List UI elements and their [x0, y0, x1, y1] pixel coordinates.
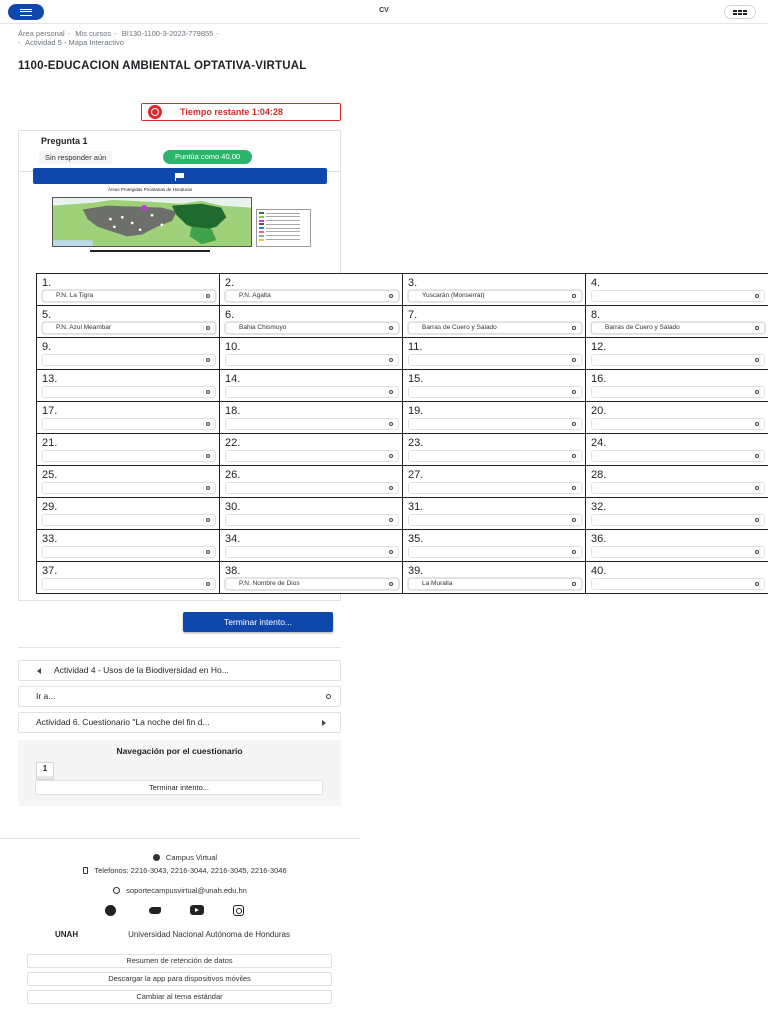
answer-cell — [220, 306, 403, 338]
answer-select[interactable] — [408, 386, 582, 398]
chevron-down-icon — [206, 326, 210, 330]
facebook-icon[interactable] — [105, 905, 116, 916]
answer-cell — [220, 434, 403, 466]
page-title: 1100-EDUCACION AMBIENTAL OPTATIVA-VIRTUAL — [18, 60, 307, 72]
answer-cell — [37, 402, 220, 434]
chevron-down-icon — [389, 518, 393, 522]
answer-number: 15. — [408, 373, 424, 385]
answer-select[interactable]: La Muralla — [408, 578, 582, 590]
globe-icon — [153, 854, 160, 861]
answer-number: 12. — [591, 341, 607, 353]
answer-select[interactable]: P.N. Agalta — [225, 290, 399, 302]
answer-number: 23. — [408, 437, 424, 449]
map-image — [52, 197, 252, 247]
answer-number: 34. — [225, 533, 241, 545]
chevron-down-icon — [389, 422, 393, 426]
answer-select[interactable] — [42, 354, 216, 366]
download-app-button[interactable]: Descargar la app para dispositivos móviles — [27, 972, 332, 986]
answer-number: 7. — [408, 309, 418, 321]
answer-number: 35. — [408, 533, 424, 545]
answer-cell — [220, 530, 403, 562]
chevron-down-icon — [389, 550, 393, 554]
answer-select[interactable] — [225, 418, 399, 430]
footer-phones-text: Telefonos: 2216-3043, 2216-3044, 2216-3045, 2216-3046 — [94, 866, 287, 875]
answer-select[interactable] — [408, 546, 582, 558]
answer-number: 19. — [408, 405, 424, 417]
divider — [18, 647, 341, 648]
finish-attempt-button[interactable]: Terminar intento... — [183, 612, 333, 632]
chevron-down-icon — [206, 358, 210, 362]
answer-cell — [403, 306, 586, 338]
answer-cell — [403, 402, 586, 434]
answer-cell — [37, 338, 220, 370]
answer-number: 20. — [591, 405, 607, 417]
map-scale-bar — [90, 250, 210, 252]
answer-cell — [37, 498, 220, 530]
chevron-down-icon — [755, 422, 759, 426]
answer-cell — [586, 370, 768, 402]
answer-cell — [586, 306, 768, 338]
jump-to-select[interactable] — [18, 686, 341, 707]
site-brand: CV — [379, 7, 389, 14]
breadcrumb-item-my-courses[interactable]: Mis cursos — [75, 29, 112, 38]
answer-cell — [37, 530, 220, 562]
answer-cell — [37, 434, 220, 466]
answer-number: 25. — [42, 469, 58, 481]
chevron-down-icon — [755, 326, 759, 330]
chevron-down-icon — [206, 390, 210, 394]
answer-cell — [403, 466, 586, 498]
chevron-down-icon — [572, 294, 576, 298]
chevron-down-icon — [389, 582, 393, 586]
chevron-down-icon — [755, 454, 759, 458]
answer-number: 6. — [225, 309, 235, 321]
answer-select[interactable] — [42, 418, 216, 430]
answer-select[interactable]: P.N. Nombre de Dios — [225, 578, 399, 590]
mail-icon — [113, 887, 120, 894]
answer-number: 8. — [591, 309, 601, 321]
data-retention-button[interactable]: Resumen de retención de datos — [27, 954, 332, 968]
answer-cell — [403, 338, 586, 370]
footer-campus-label: Campus Virtual — [165, 853, 218, 862]
answer-select[interactable] — [225, 514, 399, 526]
answer-number: 16. — [591, 373, 607, 385]
twitter-icon[interactable] — [148, 905, 162, 915]
answer-cell — [586, 466, 768, 498]
protected-areas-map — [50, 187, 312, 259]
answer-select[interactable] — [591, 578, 765, 590]
answer-cell — [586, 338, 768, 370]
chevron-down-icon — [326, 694, 331, 699]
answer-number: 28. — [591, 469, 607, 481]
arrow-right-icon — [322, 720, 326, 726]
answer-select[interactable] — [225, 482, 399, 494]
question-number: Pregunta 1 — [41, 136, 88, 146]
answer-number: 11. — [408, 341, 423, 353]
answer-number: 37. — [42, 565, 58, 577]
answer-cell — [220, 370, 403, 402]
answer-cell — [220, 274, 403, 306]
clock-icon — [148, 105, 162, 119]
chevron-down-icon — [572, 422, 576, 426]
answer-select[interactable] — [42, 578, 216, 590]
answer-number: 31. — [408, 501, 424, 513]
answer-number: 22. — [225, 437, 241, 449]
answer-select[interactable]: P.N. La Tigra — [42, 290, 216, 302]
breadcrumb-item-home[interactable]: Área personal — [18, 29, 65, 38]
answer-select[interactable] — [591, 354, 765, 366]
answer-number: 18. — [225, 405, 241, 417]
map-legend — [256, 209, 311, 247]
answer-cell — [37, 562, 220, 594]
youtube-icon[interactable] — [190, 905, 204, 915]
breadcrumb: Área personal - Mis cursos - BI130-1100-3-2023-779855 - - Actividad 5 - Mapa Interactivo — [18, 29, 219, 47]
answer-number: 14. — [225, 373, 241, 385]
footer-email-text: soportecampusvirtual@unah.edu.hn — [126, 886, 247, 895]
answer-select[interactable] — [42, 546, 216, 558]
course-index-button[interactable] — [724, 5, 756, 19]
answer-cell — [220, 338, 403, 370]
answer-number: 39. — [408, 565, 424, 577]
answer-select[interactable] — [591, 514, 765, 526]
chevron-down-icon — [572, 486, 576, 490]
chevron-down-icon — [206, 422, 210, 426]
org-short-name: UNAH — [55, 930, 79, 939]
answer-number: 2. — [225, 277, 235, 289]
question-info — [18, 130, 341, 172]
answer-number: 21. — [42, 437, 58, 449]
chevron-down-icon — [206, 518, 210, 522]
answer-number: 29. — [42, 501, 58, 513]
answer-select[interactable] — [42, 482, 216, 494]
chevron-down-icon — [572, 358, 576, 362]
answer-select[interactable] — [225, 386, 399, 398]
answer-number: 13. — [42, 373, 58, 385]
answer-select[interactable] — [591, 290, 765, 302]
chevron-down-icon — [755, 518, 759, 522]
answer-number: 27. — [408, 469, 424, 481]
answer-cell — [403, 498, 586, 530]
answer-cell — [220, 498, 403, 530]
answer-number: 17. — [42, 405, 58, 417]
footer-email[interactable] — [70, 886, 290, 896]
main-menu-button[interactable] — [8, 4, 44, 20]
answer-select[interactable]: Barras de Cuero y Salado — [408, 322, 582, 334]
switch-theme-button[interactable]: Cambiar al tema estándar — [27, 990, 332, 1004]
answer-select[interactable] — [42, 386, 216, 398]
answer-number: 9. — [42, 341, 52, 353]
chevron-down-icon — [389, 326, 393, 330]
chevron-down-icon — [755, 486, 759, 490]
footer-campus[interactable] — [130, 853, 240, 863]
previous-activity-link[interactable] — [18, 660, 341, 681]
answer-select[interactable]: Barras de Cuero y Salado — [591, 322, 765, 334]
chevron-down-icon — [389, 486, 393, 490]
chevron-down-icon — [389, 294, 393, 298]
instagram-icon[interactable] — [233, 905, 244, 916]
answer-number: 5. — [42, 309, 52, 321]
top-navbar — [0, 0, 768, 24]
answer-select[interactable] — [591, 546, 765, 558]
answer-number: 10. — [225, 341, 241, 353]
question-grade-badge: Puntúa como 40,00 — [163, 150, 252, 164]
quiz-navigation-block — [18, 740, 341, 806]
chevron-down-icon — [755, 294, 759, 298]
flag-question-button[interactable] — [33, 168, 327, 184]
answer-cell — [37, 306, 220, 338]
answer-number: 30. — [225, 501, 241, 513]
org-full-name: Universidad Nacional Autónoma de Honduras — [128, 930, 290, 939]
answer-cell — [37, 274, 220, 306]
answer-select[interactable] — [408, 354, 582, 366]
answer-number: 38. — [225, 565, 241, 577]
previous-activity-label: Actividad 4 - Usos de la Biodiversidad en Ho... — [54, 665, 229, 675]
chevron-down-icon — [206, 486, 210, 490]
answer-cell — [37, 466, 220, 498]
answer-select[interactable]: Bahia Chismuyo — [225, 322, 399, 334]
answer-number: 40. — [591, 565, 607, 577]
answer-cell — [37, 370, 220, 402]
question-state: Sin responder aún — [39, 151, 112, 164]
breadcrumb-item-course[interactable]: BI130-1100-3-2023-779855 — [121, 29, 214, 38]
answer-cell — [586, 498, 768, 530]
answer-cell — [220, 402, 403, 434]
answer-select[interactable] — [225, 546, 399, 558]
next-activity-label: Actividad 6. Cuestionario "La noche del fin d... — [36, 717, 210, 727]
answer-select[interactable] — [408, 514, 582, 526]
answer-cell — [586, 274, 768, 306]
chevron-down-icon — [389, 358, 393, 362]
answer-cell — [220, 466, 403, 498]
answer-number: 4. — [591, 277, 601, 289]
answer-cell — [403, 274, 586, 306]
time-remaining-badge — [141, 103, 341, 121]
answer-number: 1. — [42, 277, 52, 289]
answer-select[interactable] — [591, 418, 765, 430]
answer-select[interactable] — [225, 450, 399, 462]
chevron-down-icon — [755, 358, 759, 362]
chevron-down-icon — [206, 294, 210, 298]
chevron-down-icon — [206, 582, 210, 586]
answer-number: 33. — [42, 533, 58, 545]
answer-cell — [403, 530, 586, 562]
phone-icon — [83, 867, 88, 874]
answer-cell — [586, 530, 768, 562]
chevron-down-icon — [389, 454, 393, 458]
chevron-down-icon — [755, 550, 759, 554]
chevron-down-icon — [389, 390, 393, 394]
answer-cell — [403, 370, 586, 402]
chevron-down-icon — [206, 454, 210, 458]
answer-cell — [403, 434, 586, 466]
answer-number: 32. — [591, 501, 607, 513]
answer-cell — [586, 402, 768, 434]
next-activity-link[interactable] — [18, 712, 341, 733]
answer-cell — [220, 562, 403, 594]
time-remaining-text: Tiempo restante 1:04:28 — [180, 107, 283, 117]
breadcrumb-item-activity[interactable]: Actividad 5 - Mapa Interactivo — [25, 38, 124, 47]
answer-grid — [36, 273, 768, 594]
chevron-down-icon — [572, 518, 576, 522]
social-links — [105, 905, 255, 917]
chevron-down-icon — [572, 582, 576, 586]
chevron-down-icon — [572, 326, 576, 330]
footer-phones — [40, 866, 330, 876]
answer-cell — [586, 434, 768, 466]
answer-select[interactable] — [408, 482, 582, 494]
chevron-down-icon — [206, 550, 210, 554]
map-title: Áreas Protegidas Prioritarias de Honduras — [107, 187, 193, 192]
jump-to-label: Ir a... — [36, 691, 56, 701]
quiz-nav-question-button[interactable]: 1 — [36, 762, 54, 780]
quiz-navigation-title: Navegación por el cuestionario — [116, 746, 243, 756]
chevron-down-icon — [755, 582, 759, 586]
footer-divider — [0, 838, 360, 839]
hamburger-icon — [20, 9, 32, 16]
answer-select[interactable] — [591, 482, 765, 494]
answer-select[interactable] — [408, 450, 582, 462]
chevron-down-icon — [572, 550, 576, 554]
chevron-down-icon — [755, 390, 759, 394]
answer-number: 36. — [591, 533, 607, 545]
answer-select[interactable] — [42, 514, 216, 526]
answer-cell — [403, 562, 586, 594]
answer-select[interactable]: Yuscarán (Monserrat) — [408, 290, 582, 302]
answer-select[interactable] — [591, 450, 765, 462]
quiz-nav-finish-button[interactable]: Terminar intento... — [35, 780, 323, 795]
answer-select[interactable] — [591, 386, 765, 398]
arrow-left-icon — [37, 668, 41, 674]
chevron-down-icon — [572, 454, 576, 458]
answer-number: 24. — [591, 437, 607, 449]
answer-cell — [586, 562, 768, 594]
answer-select[interactable]: P.N. Azul Meambar — [42, 322, 216, 334]
answer-select[interactable] — [42, 450, 216, 462]
answer-select[interactable] — [225, 354, 399, 366]
grid-icon — [733, 10, 747, 15]
answer-select[interactable] — [408, 418, 582, 430]
answer-number: 26. — [225, 469, 241, 481]
chevron-down-icon — [572, 390, 576, 394]
flag-icon — [175, 173, 185, 180]
answer-number: 3. — [408, 277, 418, 289]
